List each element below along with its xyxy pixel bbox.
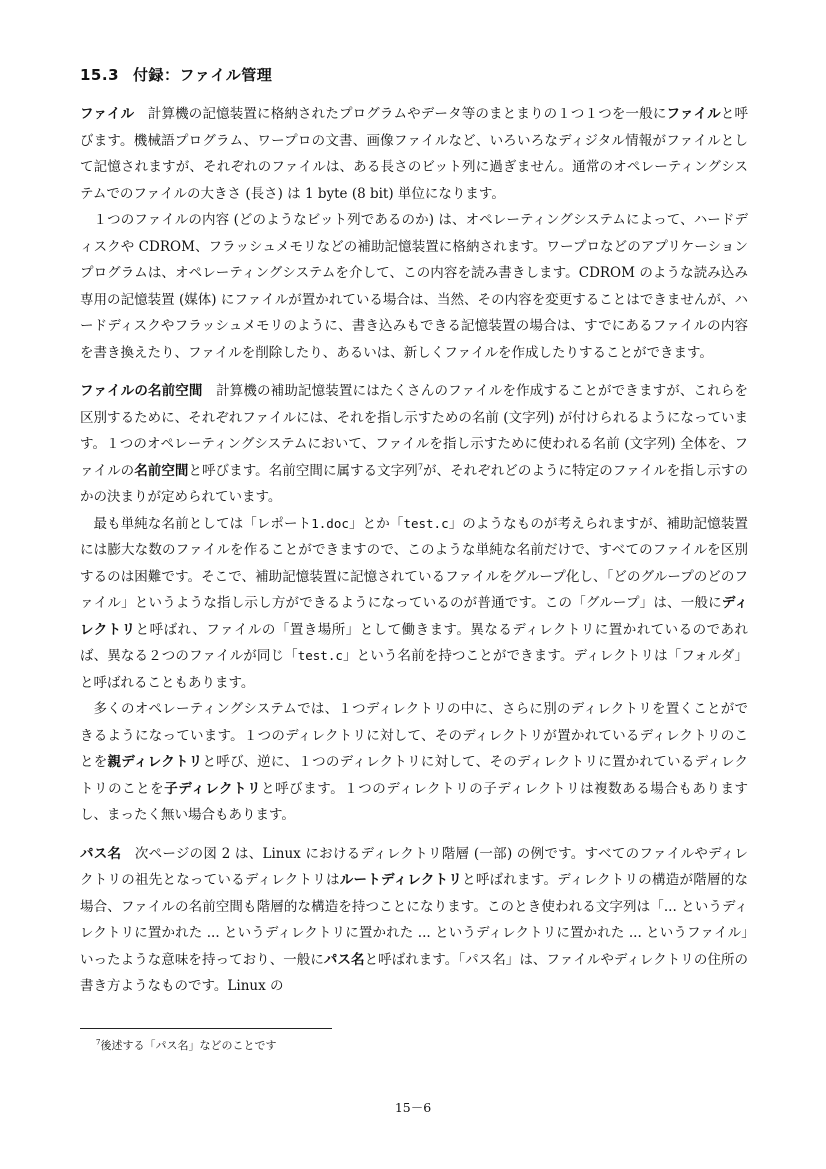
- keyword: ファイル: [666, 106, 721, 122]
- page-number: 15－6: [394, 1100, 432, 1115]
- body-text: 多くのオペレーティングシステムでは、１つディレクトリの中に、さらに別のディレクトリを置くことができるようになっています。１つのディレクトリに対して、そのディレクトリが置かれているディレクトリのことを: [80, 701, 748, 770]
- code-literal: test.c: [297, 648, 343, 663]
- keyword: 親ディレクトリ: [107, 754, 203, 770]
- body-text: 計算機の記憶装置に格納されたプログラムやデータ等のまとまりの１つ１つを一般に: [147, 106, 667, 122]
- section-number: 15.3: [80, 66, 120, 84]
- paragraph-file: [80, 101, 748, 207]
- body-text: が、それぞれどのように特定のファイルを指し示すのかの決まりが定められています。: [80, 462, 749, 505]
- body-text: と呼び、逆に、１つのディレクトリに対して、そのディレクトリに置かれているディレクトリのことを: [80, 754, 749, 797]
- keyword: 子ディレクトリ: [164, 780, 262, 797]
- body-text: 」という名前を持つことができます。ディレクトリは「フォルダ」と呼ばれることもあります。: [80, 648, 748, 691]
- body-text: と呼びます。１つのディレクトリの子ディレクトリは複数ある場合もありますし、まったく無い場合もあります。: [80, 780, 748, 823]
- paragraph-namespace: [80, 378, 748, 511]
- body-text: と呼ばれ、ファイルの「置き場所」として働きます。異なるディレクトリに置かれているのであれば、異なる２つのファイルが同じ「: [80, 621, 749, 664]
- keyword: ルートディレクトリ: [339, 872, 463, 888]
- body-text: 計算機の補助記憶装置にはたくさんのファイルを作成することができますが、これらを区別するために、それぞれファイルには、それを指し示すための名前 (文字列) が付けられるようになっています。１つのオペレーティングシステムにおいて、ファイルを指し示すために使われる名前 (文字列) 全体を、ファイルの: [80, 383, 748, 479]
- footnote-number: 7: [96, 1038, 101, 1047]
- text-column: [80, 64, 748, 1000]
- code-literal: 1.doc: [311, 515, 349, 531]
- keyword: ディレクトリ: [80, 595, 748, 638]
- body-text: と呼びます。機械語プログラム、ワープロの文書、画像ファイルなど、いろいろなディジタル情報がファイルとして記憶されますが、それぞれのファイルは、ある長さのビット列に過ぎません。通常のオペレーティングシステムでのファイルの大きさ (長さ) は 1 byte (8 bit) 単位になります。: [80, 106, 748, 202]
- paragraph-directories: [80, 696, 748, 829]
- keyword: 名前空間: [134, 462, 189, 479]
- body-text: 」のようなものが考えられますが、補助記憶装置には膨大な数のファイルを作ることができますので、このような単純な名前だけで、すべてのファイルを区別するのは困難です。そこで、補助記憶装置に記憶されているファイルをグループ化し、「どのグループのどのファイル」というような指し示し方ができるようになっているのが普通です。この「グループ」は、一般に: [80, 515, 748, 611]
- code-literal: test.c: [403, 515, 449, 531]
- body-text: と呼びます。名前空間に属する文字列: [188, 462, 418, 479]
- paragraph-simple-names: [80, 511, 748, 697]
- footnote: [96, 1037, 276, 1053]
- keyword: パス名: [323, 951, 365, 968]
- footnote-marker[interactable]: 7: [417, 462, 423, 471]
- body-text: 」とか「: [348, 515, 404, 532]
- body-text: と呼ばれます。ディレクトリの構造が階層的な場合、ファイルの名前空間も階層的な構造を持つことになります。このとき使われる文字列は「... というディレクトリに置かれた ... というディレクトリに置かれた ... というディレクトリに置かれた ... というファイル」いったような意味を持っており、一般に: [80, 872, 748, 968]
- paragraph-heading: ファイルの名前空間: [80, 383, 203, 399]
- footnote-text: 後述する「パス名」などのことです: [100, 1039, 277, 1052]
- paragraph-path-name: [80, 841, 748, 1000]
- section-title: 付録：ファイル管理: [133, 66, 273, 84]
- section-heading: [80, 64, 748, 85]
- footnote-rule: [80, 1028, 332, 1029]
- body-text: と呼ばれます。「パス名」は、ファイルやディレクトリの住所の書き方ようなものです。Linux の: [80, 951, 749, 994]
- paragraph-heading: パス名: [80, 845, 122, 862]
- paragraph-file-content: [80, 207, 748, 366]
- body-text: 次ページの図 2 は、Linux におけるディレクトリ階層 (一部) の例です。すべてのファイルやディレクトリの祖先となっているディレクトリは: [80, 845, 748, 888]
- body-text: １つのファイルの内容 (どのようなビット列であるのか) は、オペレーティングシステムによって、ハードディスクや CDROM、フラッシュメモリなどの補助記憶装置に格納されます。ワープロなどのアプリケーションプログラムは、オペレーティングシステムを介して、この内容を読み書きします。CDROM のような読み込み専用の記憶装置 (媒体) にファイルが置かれている場合は、当然、その内容を変更することはできませんが、ハードディスクやフラッシュメモリのように、書き込みもできる記憶装置の場合は、すでにあるファイルの内容を書き換えたり、ファイルを削除したり、あるいは、新しくファイルを作成したりすることができます。: [80, 212, 748, 361]
- paragraph-heading: ファイル: [80, 106, 135, 122]
- body-text: 最も単純な名前としては「レポート: [93, 515, 312, 532]
